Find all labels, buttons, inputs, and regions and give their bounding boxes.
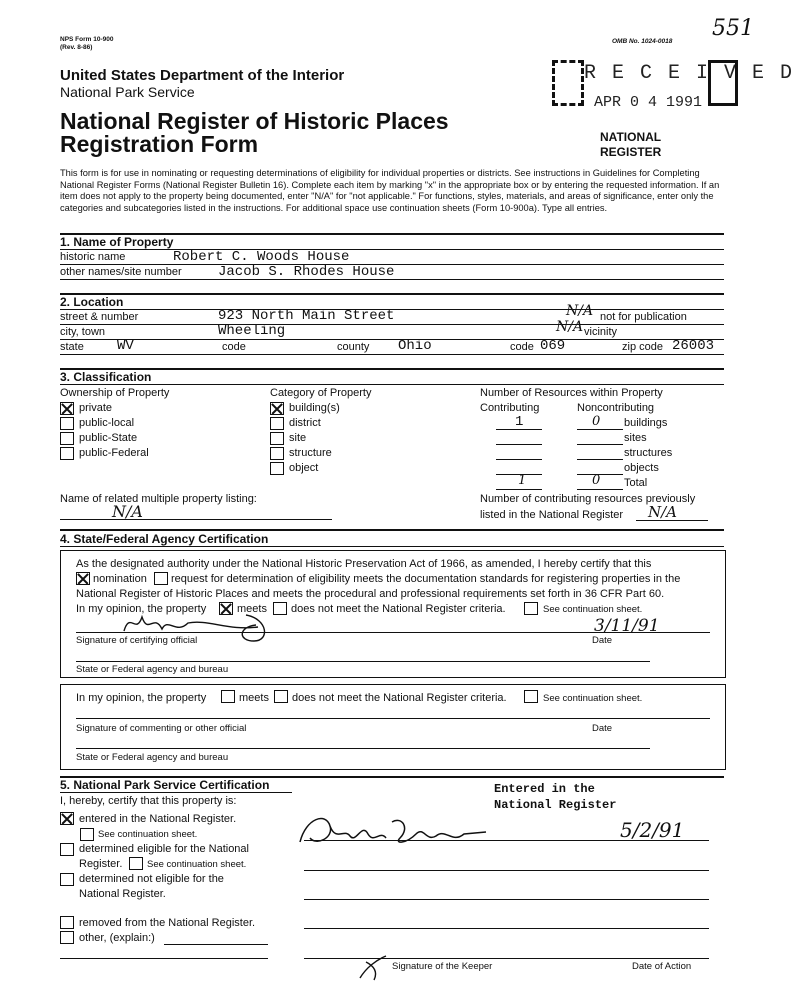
nfp-label: not for publication [600,311,687,323]
section-5-heading: 5. National Park Service Certification [60,778,270,792]
divider [577,459,623,460]
divider [496,429,542,430]
state-field[interactable]: WV [117,338,134,354]
cat-district: district [289,417,321,429]
action-date-label: Date of Action [632,961,692,972]
historic-name-field[interactable]: Robert C. Woods House [173,249,350,265]
eligible-cont-checkbox[interactable] [129,857,143,870]
entered-cont-label: See continuation sheet. [98,829,198,840]
private-checkbox[interactable] [60,402,74,415]
district-checkbox[interactable] [270,417,284,430]
section-3-heading: 3. Classification [60,370,152,384]
row-buildings: buildings [624,417,668,429]
own-public-local: public-local [79,417,135,429]
state-label: state [60,341,84,353]
form-number: NPS Form 10-900 [60,36,114,43]
code-label: code [222,341,246,353]
section-4-heading: 4. State/Federal Agency Certification [60,532,269,546]
divider [60,293,724,295]
row-total: Total [624,477,648,489]
divider [577,489,623,490]
object-checkbox[interactable] [270,462,284,475]
continuation-label-2: See continuation sheet. [543,693,643,704]
nfp-mark: N/A [566,303,594,319]
divider [496,444,542,445]
divider [60,529,724,531]
certify-label: I, hereby, certify that this property is: [60,795,237,807]
date-label-2: Date [592,723,613,734]
cat-object: object [289,462,319,474]
divider [60,546,724,547]
county-label: county [337,341,370,353]
cert-request: request for determination of eligibility meets the documentation standards for registering properties in the [171,573,681,585]
stamp-register: REGISTER [600,145,662,159]
eligible-cont-label: See continuation sheet. [147,859,247,870]
own-private: private [79,402,113,414]
divider [60,958,268,959]
entered-stamp-1: Entered in the [494,782,595,796]
removed-checkbox[interactable] [60,916,74,929]
county-code-label: code [510,341,534,353]
form-revision: (Rev. 8-86) [60,44,93,51]
row-objects: objects [624,462,659,474]
divider [60,384,724,385]
section-2-heading: 2. Location [60,295,124,309]
not-meet-label-2: does not meet the National Register criteria. [292,692,507,704]
prev-listed-label-2: listed in the National Register [480,509,624,521]
row-sites: sites [624,432,647,444]
street-field[interactable]: 923 North Main Street [218,308,395,324]
divider [60,339,724,340]
removed-label: removed from the National Register. [79,917,256,929]
divider [76,661,650,662]
continuation-checkbox[interactable] [524,602,538,615]
historic-name-label: historic name [60,251,126,263]
public-local-checkbox[interactable] [60,417,74,430]
date-label: Date [592,635,613,646]
keeper-signature [296,808,496,852]
meets-label-2: meets [239,692,269,704]
noncontrib-buildings[interactable]: 0 [592,414,601,429]
entered-stamp-2: National Register [494,798,617,812]
ownership-label: Ownership of Property [60,387,170,399]
entered-cont-checkbox[interactable] [80,828,94,841]
contributing-header: Contributing [480,402,540,414]
entered-checkbox[interactable] [60,812,74,825]
building-checkbox[interactable] [270,402,284,415]
cert-p1: As the designated authority under the National Historic Preservation Act of 1966, as amended, I hereby certify that this [76,558,652,570]
nomination-checkbox[interactable] [76,572,90,585]
divider [304,899,709,900]
public-federal-checkbox[interactable] [60,447,74,460]
county-field[interactable]: Ohio [398,338,432,354]
divider [496,459,542,460]
keeper-date: 5/2/91 [620,818,685,842]
divider [577,429,623,430]
cert-p3: National Register of Historic Places and meets the procedural and professional requirements set forth in 36 CFR Part 60. [76,588,665,600]
not-meet-label: does not meet the National Register criteria. [291,603,506,615]
agency-label: State or Federal agency and bureau [76,664,229,675]
stamp-national: NATIONAL [600,130,662,144]
keeper-label: Signature of the Keeper [392,961,493,972]
continuation-label: See continuation sheet. [543,604,643,615]
prev-listed-field[interactable]: N/A [648,503,678,521]
own-public-state: public-State [79,432,138,444]
received-stamp: R E C E I V E D [584,62,794,85]
other-checkbox[interactable] [60,931,74,944]
omb-number: OMB No. 1024-0018 [612,38,673,45]
public-state-checkbox[interactable] [60,432,74,445]
divider [496,474,542,475]
divider [60,249,724,250]
not-eligible-checkbox[interactable] [60,873,74,886]
eligible-label-1: determined eligible for the National [79,843,249,855]
continuation-checkbox-2[interactable] [524,690,538,703]
divider [60,792,292,793]
contrib-buildings[interactable]: 1 [515,414,524,430]
meets-label: meets [237,603,267,615]
noncontributing-header: Noncontributing [577,402,655,414]
keeper-initials [356,952,396,982]
cat-site: site [289,432,307,444]
city-field[interactable]: Wheeling [218,323,286,339]
eligible-checkbox[interactable] [60,843,74,856]
divider [304,928,709,929]
zip-label: zip code [622,341,663,353]
divider [60,324,724,325]
cert-date: 3/11/91 [594,616,660,636]
other-names-label: other names/site number [60,266,182,278]
department: United States Department of the Interior [60,67,345,84]
received-date: APR 0 4 1991 [594,94,703,111]
form-title-1: National Register of Historic Places [60,108,449,134]
opinion-label: In my opinion, the property [76,603,207,615]
divider [577,444,623,445]
category-label: Category of Property [270,387,372,399]
eligible-label-2: Register. [79,858,123,870]
divider [76,748,650,749]
divider [304,840,709,841]
other-label: other, (explain:) [79,932,155,944]
street-label: street & number [60,311,139,323]
vicinity-mark: N/A [556,319,584,335]
page-mark: 551 [712,16,754,41]
form-title-2: Registration Form [60,131,259,157]
divider [60,354,724,355]
not-eligible-label-1: determined not eligible for the [79,873,224,885]
divider [76,632,710,633]
divider [496,489,542,490]
divider [636,520,708,521]
meets-checkbox-2[interactable] [221,690,235,703]
divider [76,718,710,719]
divider [577,474,623,475]
other-names-field[interactable]: Jacob S. Rhodes House [218,264,395,280]
instructions: This form is for use in nominating or requesting determinations of eligibility for individual properties or districts. See instructions in Guidelines for Completing National Register Forms (National Register Bulletin 16). Complete each item by marking "x" in the appropriate box or by entering the requested information. If an item does not apply to the property being documented, enter "N/A" for "not applicable." For functions, styles, materials, and areas of significance, enter only the categories and subcategories listed in the instructions. For additional space use continuation sheets (Form 10-900a). Type all entries. [60,168,720,213]
cat-structure: structure [289,447,332,459]
divider [60,519,332,520]
sig-official-label: Signature of certifying official [76,635,198,646]
not-eligible-label-2: National Register. [79,888,166,900]
zip-field[interactable]: 26003 [672,338,715,354]
cert-nomination: nomination [93,573,147,585]
city-label: city, town [60,326,106,338]
noncontrib-total[interactable]: 0 [592,473,601,488]
structure-checkbox[interactable] [270,447,284,460]
own-public-federal: public-Federal [79,447,149,459]
row-structures: structures [624,447,673,459]
resources-label: Number of Resources within Property [480,387,663,399]
cat-building: building(s) [289,402,340,414]
divider [60,279,724,280]
entered-label: entered in the National Register. [79,813,237,825]
not-meet-checkbox-2[interactable] [274,690,288,703]
vicinity-label: vicinity [584,326,618,338]
opinion-label-2: In my opinion, the property [76,692,207,704]
service: National Park Service [60,84,195,100]
sig-commenting-label: Signature of commenting or other official [76,723,247,734]
stamp-bracket-right [708,60,738,106]
section-1-heading: 1. Name of Property [60,235,174,249]
multiple-listing-label: Name of related multiple property listing: [60,493,257,505]
prev-listed-label-1: Number of contributing resources previously [480,493,696,505]
contrib-total[interactable]: 1 [518,473,527,488]
agency-label-2: State or Federal agency and bureau [76,752,229,763]
divider [304,870,709,871]
request-checkbox[interactable] [154,572,168,585]
divider [60,368,724,370]
county-code-field[interactable]: 069 [540,338,566,354]
divider [164,944,268,945]
multiple-listing-field[interactable]: N/A [112,502,143,521]
site-checkbox[interactable] [270,432,284,445]
stamp-bracket-left [552,60,584,106]
